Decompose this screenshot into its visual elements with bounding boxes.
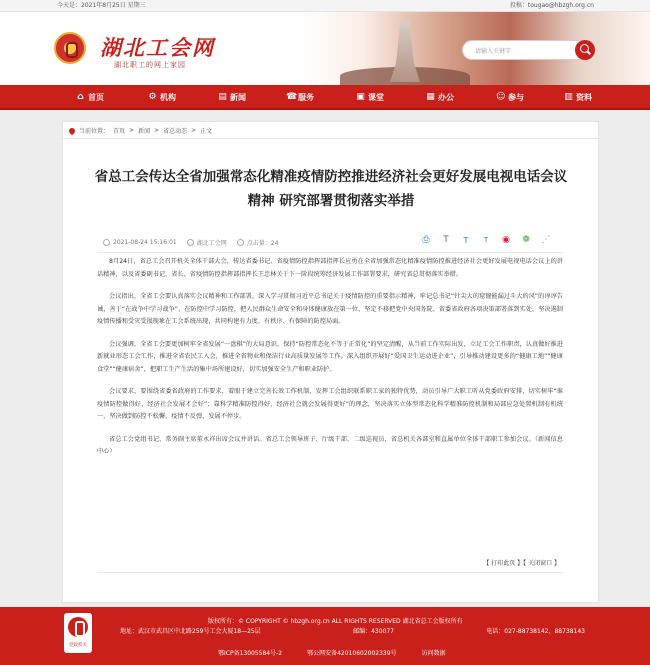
breadcrumb-prefix: 当前位置：: [79, 128, 110, 135]
participate-icon: ☺: [496, 92, 506, 102]
article-meta: [103, 238, 278, 247]
party-gov-emblem[interactable]: [64, 613, 92, 653]
article-paragraph: 8月24日，省总工会召开机关全体干部大会，传达省委书记、省疫情防控指挥部指挥长应勇在全省加强常态化精准疫情防控推进经济社会更好发展电视电话会议上的讲话精神，以及省委副书记、省长、省疫情防控指挥部指挥长王忠林关于下一阶段统筹经济发展工作部署要求，研究省总贯彻落实举措。: [97, 258, 563, 278]
footer-stats-link[interactable]: 访问数据: [421, 650, 446, 657]
site-header: [0, 12, 650, 85]
location-pin-icon: [68, 126, 76, 134]
nav-item-office[interactable]: ▦ 办公: [426, 92, 454, 102]
class-icon: ▣: [356, 92, 365, 102]
search-box[interactable]: [462, 40, 594, 60]
footer-postcode: 邮编：430077: [353, 628, 394, 635]
search-input[interactable]: 请输入关键字: [475, 48, 512, 55]
print-close-links[interactable]: 【 打印此页 】【 关闭窗口 】: [483, 560, 560, 567]
article-views: 点击量：24: [246, 240, 279, 247]
nav-item-news[interactable]: ▤ 新闻: [218, 92, 246, 102]
article-paragraph: 会议要求，要围绕省委省政府的工作要求，着眼于建立完善长效工作机制，发挥工会组织联系职工家的独特优势，动员引导广大职工听从党委政府安排，切实树牢“谁疫情防控做得好，经济社会发展才会好”；靠科学精准防控得好，经济社会就会发展得更好”的理念，坚决落实立体型常态化科学精准防控机制和局部应急处置机制有机统一，坚决做到防控不松懈、疫情不反弹、发展不停步。: [97, 388, 563, 420]
nav-item-home[interactable]: ⌂ 首页: [77, 92, 104, 102]
top-bar: [0, 0, 650, 12]
share-icon[interactable]: ⋰: [541, 235, 551, 245]
clock-icon: [103, 239, 110, 246]
breadcrumb-current: 正文: [200, 128, 213, 135]
emblem-icon: [68, 617, 88, 637]
footer-copyright: 版权所有：© COPYRIGHT © hbzgh.org.cn ALL RIGHTS RESERVED 湖北省总工会版权所有: [208, 618, 463, 625]
footer-phone: 电话：027-88738142、88738143: [486, 628, 585, 635]
footer-icp-link[interactable]: 鄂ICP备13005584号-2: [218, 650, 283, 657]
weibo-icon[interactable]: ◉: [502, 235, 510, 245]
breadcrumb-sep: >: [154, 127, 160, 134]
nav-item-service[interactable]: ☎ 服务: [286, 92, 314, 102]
footer-contact: [120, 626, 585, 635]
material-icon: ▥: [564, 92, 573, 102]
article-body: [97, 256, 563, 469]
font-medium-icon[interactable]: T: [463, 235, 469, 245]
current-date: 今天是：2021年8月25日 星期三: [57, 2, 146, 9]
contribute-email-link[interactable]: 投稿：tougao@hbzgh.org.cn: [509, 2, 594, 9]
site-subtitle: 湖北职工的网上家园: [114, 61, 186, 69]
search-button[interactable]: [575, 40, 595, 60]
union-emblem-icon[interactable]: [54, 32, 86, 64]
nav-item-class[interactable]: ▣ 课堂: [356, 92, 384, 102]
article-tools: [420, 235, 552, 245]
office-icon: ▦: [426, 92, 435, 102]
article-paragraph: 会议强调，全省工会要更加树牢全省发展“一盘棋”的大局意识，保持“防控常态化不等于正常化”的坚定清醒，从当前工作实际出发，立足工会工作职责，认真做好推进新就业形态工会工作，推进全省农民工入会，推进全省物业和保洁行业高质量发展等工作。深入组织开展好“爱国卫生运动进企业”，引导推动建设更多的“健康工地”“健康食堂”“健康宿舍”，把职工生产生活的集中场所建设好，切实加强安全生产和职业防护。: [97, 340, 563, 373]
article-title: 省总工会传达全省加强常态化精准疫情防控推进经济社会更好发展电视电话会议精神 研究部署贯彻落实举措: [94, 169, 568, 209]
nav-item-participate[interactable]: ☺ 参与: [496, 92, 524, 102]
banner-monument: [390, 20, 420, 82]
breadcrumb-sep: >: [191, 127, 197, 134]
article-datetime: 2021-08-24 15:16:01: [113, 239, 177, 246]
breadcrumb: [69, 126, 212, 135]
main-nav: [0, 85, 650, 110]
footer-address: 地址：武汉市武昌区中北路259号工会大厦18—25层: [120, 628, 261, 635]
nav-item-material[interactable]: ▥ 资料: [564, 92, 592, 102]
site-title[interactable]: 湖北工会网: [100, 35, 215, 60]
site-footer: [0, 607, 650, 665]
service-icon: ☎: [286, 92, 298, 102]
breadcrumb-sep: >: [129, 127, 135, 134]
meta-divider: [97, 252, 563, 253]
footer-records: [218, 648, 446, 657]
font-small-icon[interactable]: T: [483, 236, 489, 244]
views-icon: [237, 239, 244, 246]
article-container: [62, 121, 599, 603]
breadcrumb-news[interactable]: 新闻: [138, 128, 151, 135]
bottom-divider: [97, 572, 563, 573]
nav-item-org[interactable]: ⚙ 机构: [148, 92, 176, 102]
breadcrumb-divider: [63, 138, 600, 139]
article-paragraph: 会议指出，全省工会要认真落实会议精神和工作部署，深入学习贯彻习近平总书记关于疫情防控的重要指示精神，牢记总书记“针尖大的窟窿能漏过斗大的风”的谆谆告诫，善于“在战争中学习战争”、在防控中学习防控，把人民群众生命安全和身体健康放在第一位，坚定不移把党中央国务院、省委省政府各项决策部署落到实处，坚决遏制疫情传播和受灾受损现象在工会系统出现，共同构建有力度、有秩序、有保障的防控局面。: [97, 293, 563, 325]
source-icon: [187, 239, 194, 246]
emblem-label: 党政机关: [69, 643, 87, 648]
article-paragraph: 省总工会党组书记、常务副主席董永祥出席会议并讲话。省总工会领导班子、厅级干部、二级巡视员，省总机关各部室和直属单位全体干部职工参加会议。（新闻信息中心）: [97, 435, 563, 455]
breadcrumb-home[interactable]: 首页: [113, 128, 126, 135]
footer-police-link[interactable]: 鄂公网安备42010602002339号: [307, 650, 397, 657]
font-large-icon[interactable]: T: [443, 235, 449, 245]
home-icon: ⌂: [77, 92, 84, 102]
news-icon: ▤: [218, 92, 227, 102]
wechat-icon[interactable]: ❁: [522, 235, 530, 245]
breadcrumb-dynamics[interactable]: 省总动态: [163, 128, 188, 135]
article-source: 湖北工会网: [196, 240, 227, 247]
org-icon: ⚙: [148, 92, 157, 102]
print-icon[interactable]: ⎙: [422, 235, 430, 245]
